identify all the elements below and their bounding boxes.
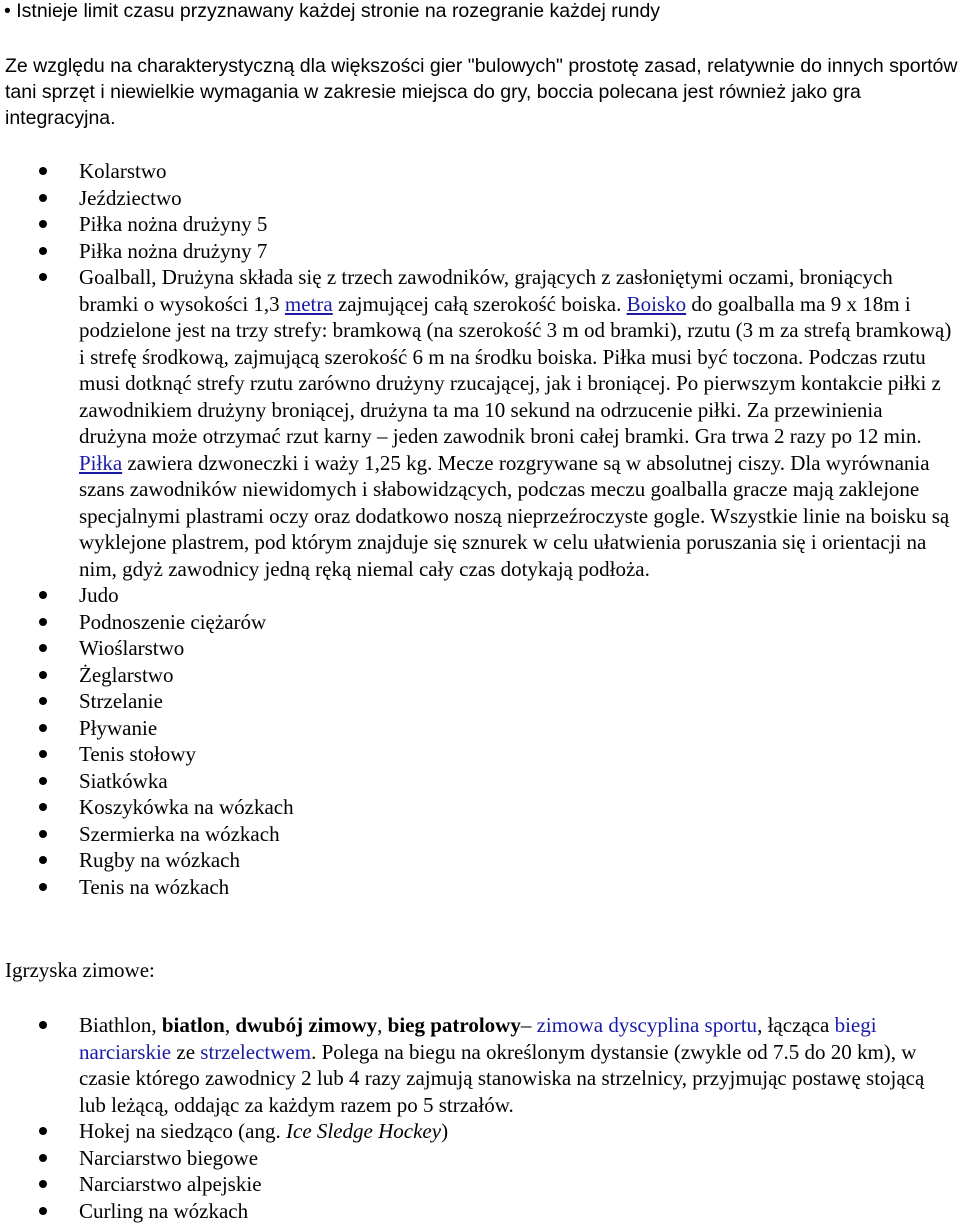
list-item-text: Podnoszenie ciężarów — [79, 609, 267, 634]
list-item — [0, 238, 956, 265]
list-item-text: Żeglarstwo — [79, 662, 174, 687]
bullet-icon — [39, 1180, 47, 1188]
metra-link[interactable]: metra — [284, 291, 333, 316]
biathlon-item — [0, 1012, 956, 1118]
bullet-icon — [39, 1021, 47, 1029]
dwuboj-term: dwubój zimowy — [235, 1013, 378, 1037]
bullet-icon — [39, 856, 47, 864]
list-item-text: Koszykówka na wózkach — [79, 795, 294, 819]
list-item-text: Wioślarstwo — [79, 636, 185, 660]
list-item-text: Siatkówka — [79, 768, 168, 793]
goalball-text-3: do goalballa ma 9 x 18m i podzielone jest na trzy strefy: bramkową (na szerokość 3 m od bramki), rzutu (3 m za strefą bramkową) i strefę środkową, zajmującą szerokość 6 m na środku boiska. Piłka musi być toczona. Podczas rzutu musi dotknąć strefy rzutu zarówno drużyny rzucającej, jak i broniącej. Po pierwszym kontakcie piłki z zawodnikiem drużyny broniącej, drużyna ta ma 10 sekund na odrzucenie piłki. Za przewinienia drużyna może otrzymać rzut karny – jeden zawodnik broni całej bramki. Gra trwa 2 razy po 12 min. — [79, 291, 952, 448]
list-item — [0, 1145, 956, 1172]
bullet-icon — [39, 220, 47, 228]
bullet-icon — [39, 591, 47, 599]
list-item — [0, 582, 956, 609]
list-item — [0, 768, 956, 795]
biathlon-text-1: Biathlon, — [79, 1013, 162, 1037]
bullet-icon — [39, 697, 47, 705]
hockey-english-name: Ice Sledge Hockey — [286, 1119, 442, 1143]
bullet-icon — [39, 247, 47, 255]
boisko-link[interactable]: Boisko — [626, 291, 687, 316]
list-item-text: Kolarstwo — [79, 159, 167, 183]
bullet-icon — [39, 671, 47, 679]
bullet-icon — [39, 883, 47, 891]
goalball-text-1: Goalball, Drużyna składa się z trzech zawodników, grających z zasłoniętymi oczami, broniących bramki o wysokości 1,3 — [79, 265, 893, 316]
list-item-text: Curling na wózkach — [79, 1198, 249, 1223]
list-item — [0, 1198, 956, 1225]
biathlon-text-3: , — [377, 1013, 388, 1037]
summer-sports-list — [0, 158, 956, 900]
bullet-icon — [39, 644, 47, 652]
list-item-text: Tenis stołowy — [79, 742, 196, 766]
hockey-text-2: ) — [441, 1119, 449, 1143]
list-item — [0, 715, 956, 742]
list-item-text: Narciarstwo biegowe — [79, 1145, 259, 1170]
list-item-text: Narciarstwo alpejskie — [79, 1172, 262, 1196]
goalball-item — [0, 264, 956, 582]
bullet-icon — [39, 194, 47, 202]
list-item-text: Rugby na wózkach — [79, 848, 240, 872]
bullet-icon — [39, 750, 47, 758]
list-item-text: Pływanie — [79, 715, 158, 740]
intro-paragraph: Ze względu na charakterystyczną dla większości gier "bulowych" prostotę zasad, relatywnie do innych sportów tani sprzęt i niewielkie wymagania w zakresie miejsca do gry, boccia polecana jest również jako gra integracyjna. — [5, 55, 958, 129]
list-item — [0, 211, 956, 238]
goalball-text-2: zajmującej całą szerokość boiska. — [332, 291, 627, 316]
list-item — [0, 821, 956, 848]
list-item — [0, 662, 956, 689]
list-item — [0, 185, 956, 212]
bullet-icon — [39, 167, 47, 175]
winter-games-heading: Igrzyska zimowe: — [5, 958, 155, 982]
biegi-narciarskie-link[interactable]: biegi narciarskie — [79, 1013, 877, 1064]
list-item — [0, 158, 956, 185]
bieg-patrolowy-term: bieg patrolowy — [387, 1013, 521, 1037]
biathlon-text-7: . Polega na biegu na określonym dystansie (zwykle od 7.5 do 20 km), w czasie którego zawodnicy 2 lub 4 razy zajmują stanowiska na strzelnicy, przyjmując postawę stojącą lub leżącą, oddając za każdym razem po 5 strzałów. — [79, 1039, 925, 1117]
biathlon-text-6: ze — [171, 1039, 201, 1064]
goalball-text-4: zawiera dzwoneczki i waży 1,25 kg. Mecze rozgrywane są w absolutnej ciszy. Dla wyrównania szans zawodników niewidomych i słabowidzących, podczas meczu goalballa gracze mają zaklejone specjalnymi plastrami oczy oraz dodatkowo noszą nieprzeźroczyste gogle. Wszystkie linie na boisku są wyklejone plastrem, pod którym znajduje się sznurek w celu ułatwienia poruszania się i orientacji na nim, gdyż zawodnicy jedną ręką niemal cały czas dotykają podłoża. — [79, 450, 950, 581]
strzelectwem-link[interactable]: strzelectwem — [200, 1039, 312, 1064]
hockey-text-1: Hokej na siedząco (ang. — [79, 1119, 286, 1143]
list-item — [0, 874, 956, 901]
list-item-text: Judo — [79, 583, 119, 607]
bullet-icon — [39, 273, 47, 281]
bullet-icon — [39, 1154, 47, 1162]
list-item-text: Jeździectwo — [79, 185, 182, 210]
bullet-icon — [39, 1127, 47, 1135]
list-item — [0, 1171, 956, 1198]
list-item — [0, 741, 956, 768]
zimowa-dyscyplina-link[interactable]: zimowa dyscyplina sportu — [536, 1013, 758, 1037]
list-item-text: Tenis na wózkach — [79, 874, 230, 899]
list-item-text: Piłka nożna drużyny 7 — [79, 238, 268, 263]
winter-sports-list — [0, 1012, 956, 1224]
biathlon-text-4: – — [520, 1013, 537, 1037]
biathlon-text-2: , — [224, 1013, 236, 1037]
list-item — [0, 847, 956, 874]
bullet-icon — [39, 803, 47, 811]
list-item — [0, 688, 956, 715]
list-item-text: Piłka nożna drużyny 5 — [79, 212, 268, 236]
bullet-icon — [39, 724, 47, 732]
list-item — [0, 794, 956, 821]
hockey-item — [0, 1118, 956, 1145]
biatlon-term: biatlon — [161, 1013, 225, 1037]
biathlon-text-5: , łącząca — [757, 1013, 835, 1037]
list-item-text: Strzelanie — [79, 689, 163, 713]
bullet-icon — [39, 777, 47, 785]
list-item-text: Szermierka na wózkach — [79, 821, 280, 846]
bullet-icon — [39, 618, 47, 626]
bullet-icon — [39, 830, 47, 838]
pilka-link[interactable]: Piłka — [79, 450, 123, 475]
bullet-icon — [39, 1207, 47, 1215]
list-item — [0, 635, 956, 662]
top-bullet-line: • Istnieje limit czasu przyznawany każdej stronie na rozegranie każdej rundy — [4, 0, 661, 22]
list-item — [0, 609, 956, 636]
